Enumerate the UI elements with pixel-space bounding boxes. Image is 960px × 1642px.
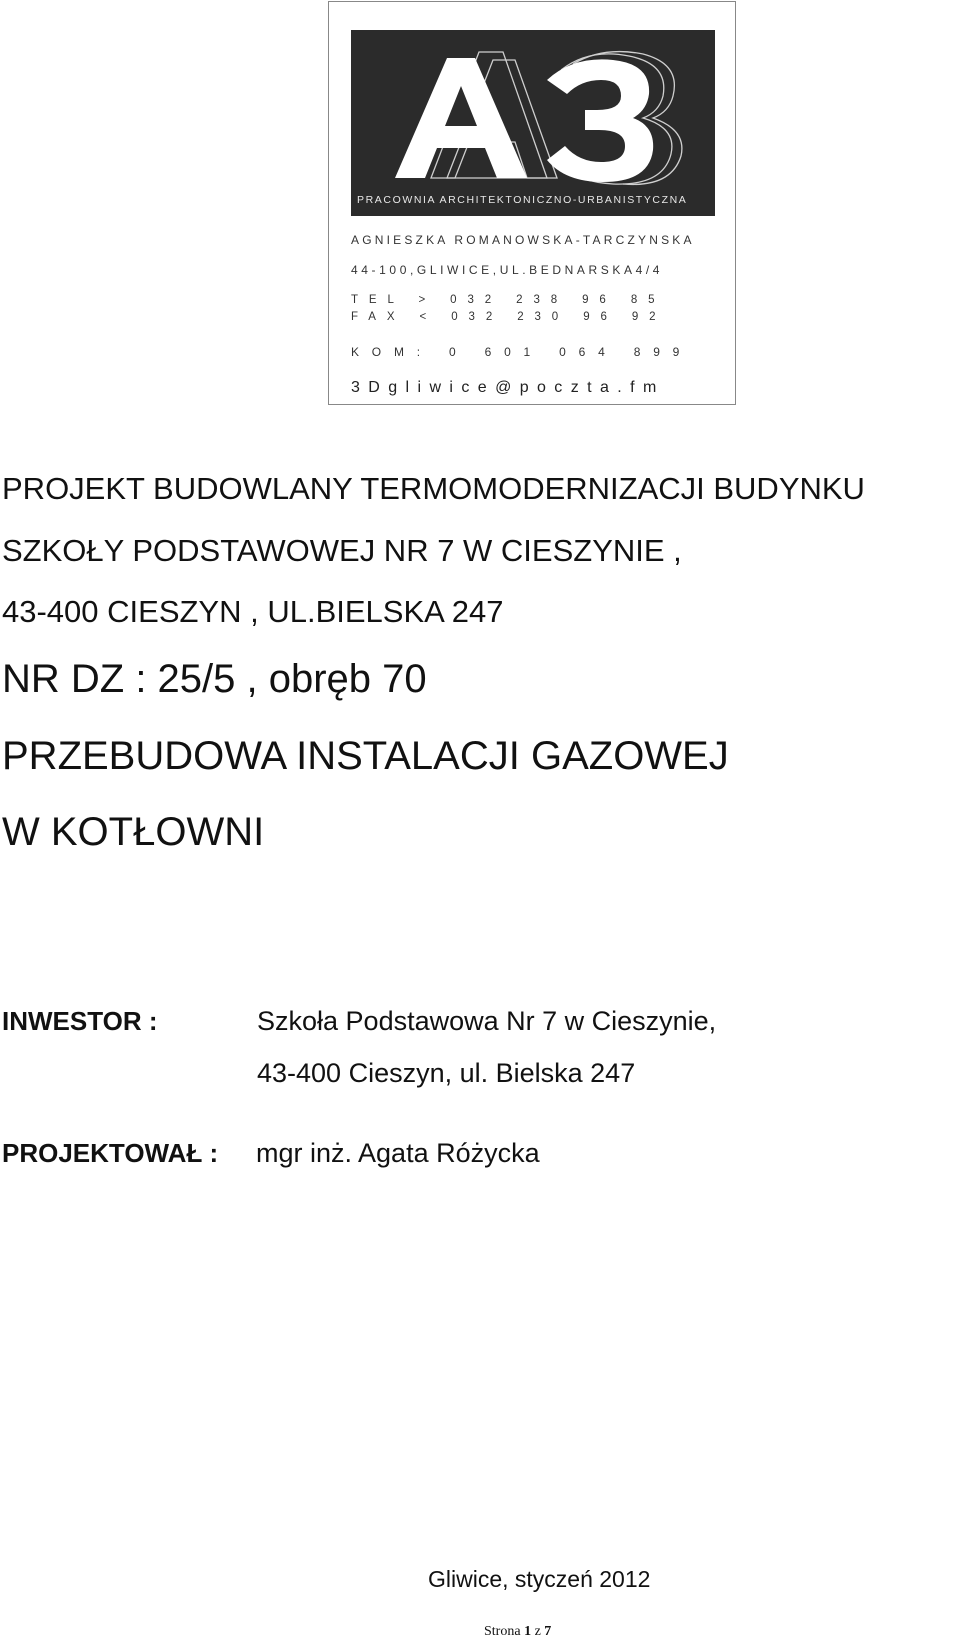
- page-footer: [484, 1624, 551, 1640]
- logo-fax: FAX < 032 230 96 92: [351, 311, 667, 323]
- place-date: Gliwice, styczeń 2012: [428, 1566, 651, 1592]
- company-logo-card: [328, 1, 736, 405]
- logo-mobile: KOM: 0 601 064 899: [351, 345, 693, 359]
- logo-subtitle: PRACOWNIA ARCHITEKTONICZNO-URBANISTYCZNA: [357, 194, 688, 206]
- logo-owner-name: AGNIESZKA ROMANOWSKA-TARCZYNSKA: [351, 233, 695, 247]
- footer-page-total: 7: [544, 1624, 552, 1639]
- footer-middle: z: [531, 1624, 545, 1639]
- investor-name: Szkoła Podstawowa Nr 7 w Cieszynie,: [257, 1006, 717, 1036]
- project-address: 43-400 CIESZYN , UL.BIELSKA 247: [2, 594, 504, 629]
- scope-title-line-1: PRZEBUDOWA INSTALACJI GAZOWEJ: [2, 734, 729, 778]
- designer-name: mgr inż. Agata Różycka: [256, 1138, 540, 1168]
- investor-address: 43-400 Cieszyn, ul. Bielska 247: [257, 1058, 636, 1088]
- logo-banner: [351, 30, 715, 216]
- designer-label: PROJEKTOWAŁ :: [2, 1138, 219, 1168]
- footer-prefix: Strona: [484, 1624, 525, 1639]
- project-title-line-2: SZKOŁY PODSTAWOWEJ NR 7 W CIESZYNIE ,: [2, 533, 682, 568]
- company-logo-mark: [351, 30, 715, 190]
- plot-number: NR DZ : 25/5 , obręb 70: [2, 657, 427, 701]
- footer-page-number: 1: [524, 1624, 532, 1639]
- logo-address: 44-100,GLIWICE,UL.BEDNARSKA4/4: [351, 263, 664, 277]
- logo-email: 3Dgliwice@poczta.fm: [351, 379, 665, 396]
- scope-title-line-2: W KOTŁOWNI: [2, 810, 265, 854]
- logo-phone: TEL > 032 238 96 85: [351, 294, 666, 306]
- project-title-line-1: PROJEKT BUDOWLANY TERMOMODERNIZACJI BUDYNKU: [2, 471, 865, 506]
- investor-label: INWESTOR :: [2, 1006, 158, 1036]
